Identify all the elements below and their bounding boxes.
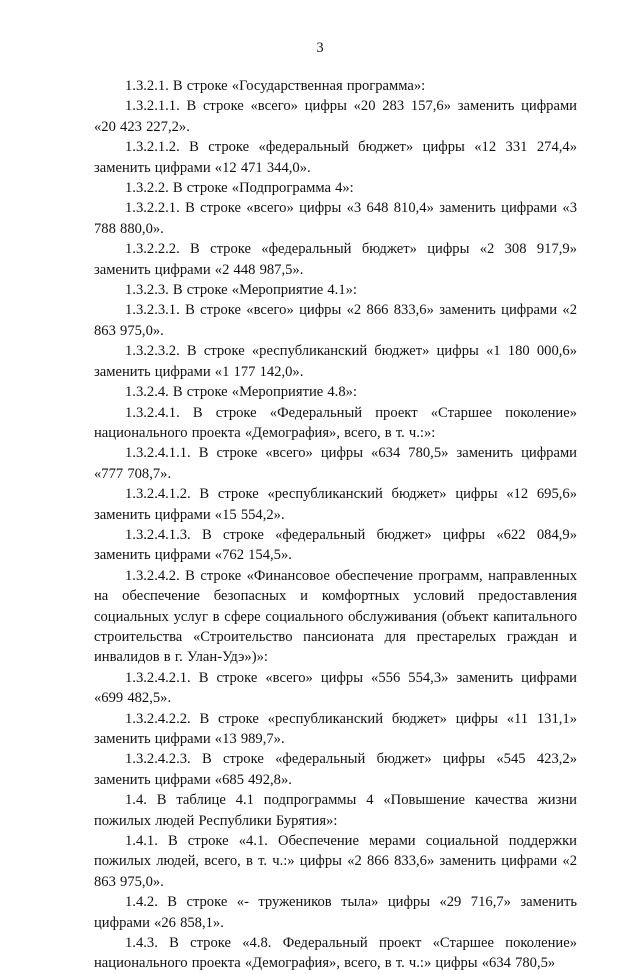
paragraph: 1.4.1. В строке «4.1. Обеспечение мерами социальной поддержки пожилых людей, всего, в т. ч.:» цифры «2 866 833,6» заменить цифрами «2 863 975,0». (94, 833, 577, 890)
page-number: 3 (316, 40, 324, 56)
paragraph: 1.3.2.4.1. В строке «Федеральный проект «Старшее поколение» национального проекта «Демография», всего, в т. ч.:»: (94, 404, 577, 441)
paragraph: 1.3.2.3.2. В строке «республиканский бюджет» цифры «1 180 000,6» заменить цифрами «1 177 142,0». (94, 343, 577, 380)
paragraph: 1.3.2.1. В строке «Государственная программа»: (125, 78, 426, 94)
paragraph: 1.3.2.2.1. В строке «всего» цифры «3 648 810,4» заменить цифрами «3 788 880,0». (94, 200, 577, 237)
paragraph: 1.4.3. В строке «4.8. Федеральный проект «Старшее поколение» национального проекта «Демография», всего, в т. ч.:» цифры «634 780,5» (94, 935, 577, 972)
paragraph: 1.3.2.4.2.3. В строке «федеральный бюджет» цифры «545 423,2» заменить цифрами «685 492,8». (94, 751, 577, 788)
paragraph: 1.3.2.4.2.1. В строке «всего» цифры «556 554,3» заменить цифрами «699 482,5». (94, 669, 577, 707)
paragraph: 1.3.2.4. В строке «Мероприятие 4.8»: (125, 384, 357, 401)
paragraph: 1.3.2.4.1.1. В строке «всего» цифры «634 780,5» заменить цифрами «777 708,7». (94, 445, 577, 482)
paragraph: 1.3.2.1.1. В строке «всего» цифры «20 283 157,6» заменить цифрами «20 423 227,2». (94, 98, 577, 135)
paragraph: 1.3.2.4.2. В строке «Финансовое обеспечение программ, направленных на обеспечение безопасных и комфортных условий предоставления социальных услуг в сфере социального обслуживания (объект капитального строительства «Строительство пансионата для престарелых граждан и инвалидов в г. Улан-Удэ»)»: (94, 567, 577, 666)
paragraph: 1.3.2.2.2. В строке «федеральный бюджет» цифры «2 308 917,9» заменить цифрами «2 448 987,5». (94, 241, 577, 278)
paragraph: 1.3.2.4.2.2. В строке «республиканский бюджет» цифры «11 131,1» заменить цифрами «13 989,7». (94, 710, 577, 747)
paragraph: 1.3.2.3. В строке «Мероприятие 4.1»: (125, 282, 357, 299)
paragraph: 1.3.2.4.1.3. В строке «федеральный бюджет» цифры «622 084,9» заменить цифрами «762 154,5». (94, 526, 577, 564)
paragraph: 1.4. В таблице 4.1 подпрограммы 4 «Повышение качества жизни пожилых людей Республики Бурятия»: (94, 792, 577, 829)
paragraph: 1.3.2.4.1.2. В строке «республиканский бюджет» цифры «12 695,6» заменить цифрами «15 554,2». (94, 486, 577, 523)
paragraph: 1.3.2.1.2. В строке «федеральный бюджет» цифры «12 331 274,4» заменить цифрами «12 471 344,0». (94, 139, 577, 176)
paragraph: 1.3.2.2. В строке «Подпрограмма 4»: (125, 180, 354, 197)
document-body (94, 76, 577, 974)
paragraph: 1.3.2.3.1. В строке «всего» цифры «2 866 833,6» заменить цифрами «2 863 975,0». (94, 302, 577, 339)
paragraph: 1.4.2. В строке «- тружеников тыла» цифры «29 716,7» заменить цифрами «26 858,1». (94, 894, 577, 931)
